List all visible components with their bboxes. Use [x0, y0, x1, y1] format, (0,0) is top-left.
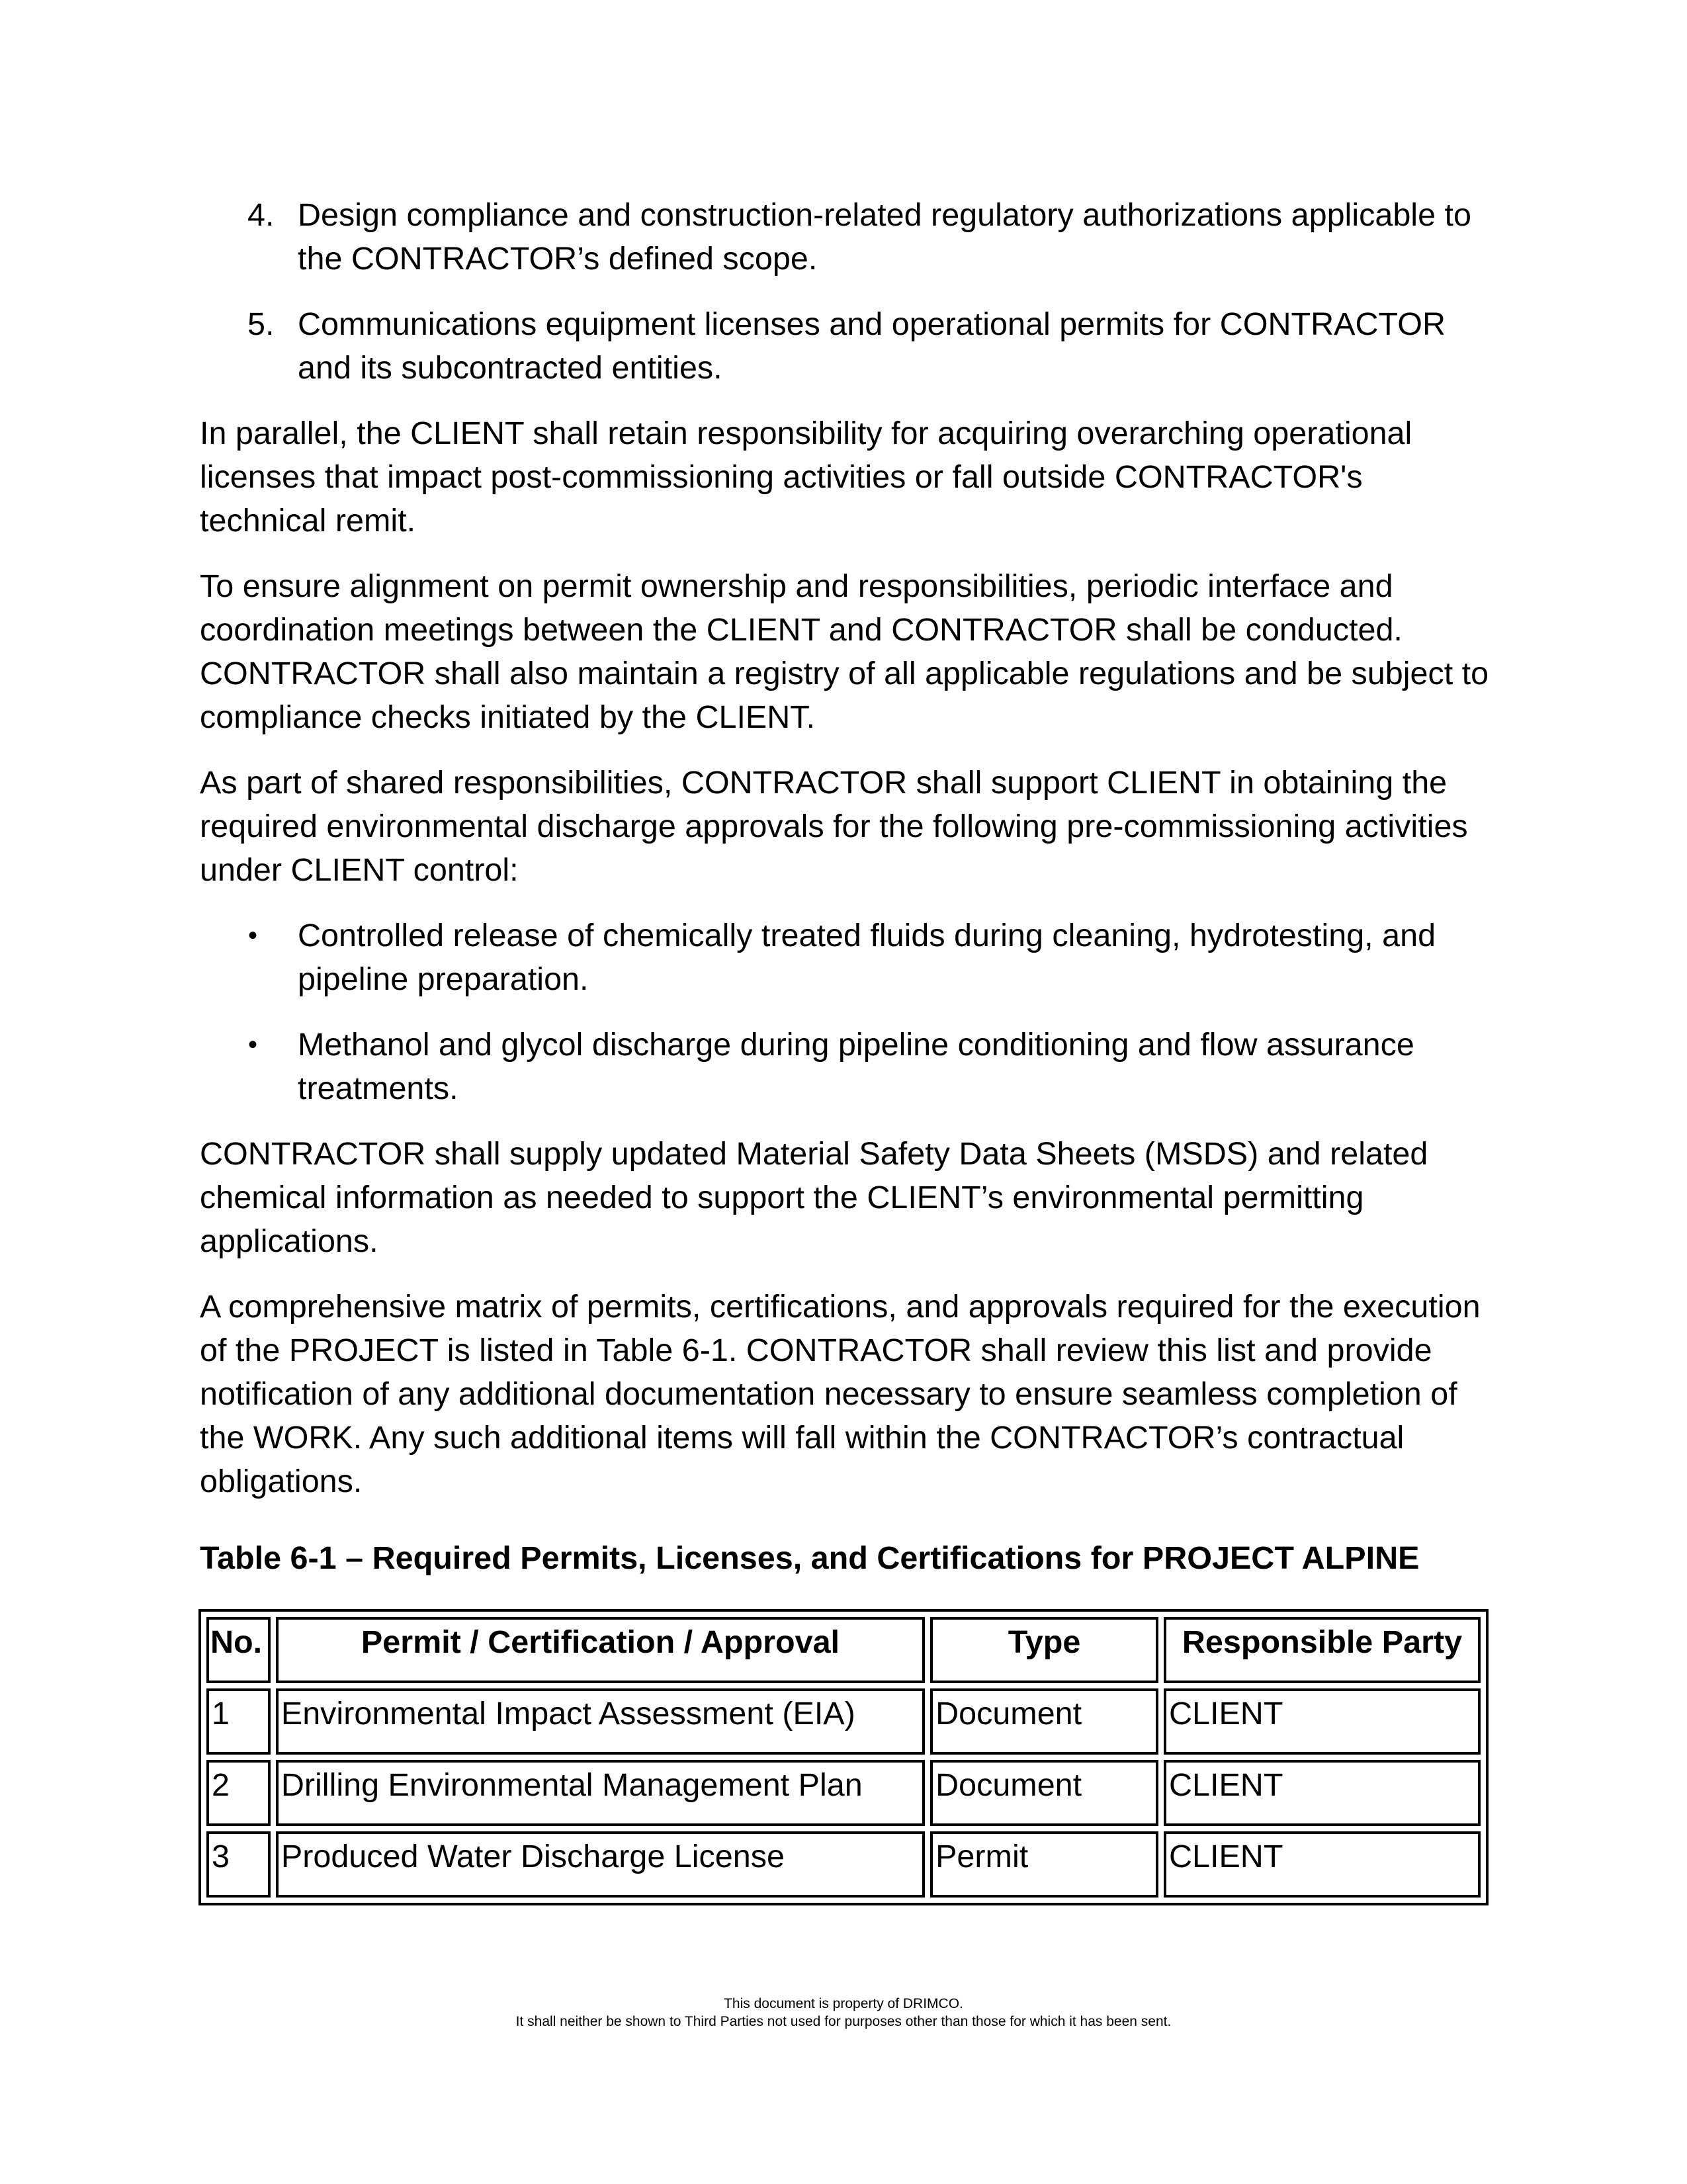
document-body	[200, 193, 1496, 1525]
header-no: No.	[206, 1617, 271, 1683]
list-item-text: Communications equipment licenses and operational permits for CONTRACTOR and its subcontracted entities.	[298, 306, 1446, 386]
cell-party: CLIENT	[1164, 1688, 1481, 1755]
paragraph-shared-responsibilities: As part of shared responsibilities, CONTRACTOR shall support CLIENT in obtaining the required environmental discharge approvals for the following pre-commissioning activities under CLIENT control:	[200, 765, 1468, 888]
cell-permit: Drilling Environmental Management Plan	[276, 1760, 925, 1826]
bullet-list-item	[200, 914, 1496, 1001]
footer-ownership-notice: This document is property of DRIMCO.	[724, 1996, 963, 2011]
header-permit: Permit / Certification / Approval	[276, 1617, 925, 1683]
cell-party: CLIENT	[1164, 1831, 1481, 1898]
bullet-icon: •	[248, 1030, 258, 1059]
page-footer	[0, 1995, 1687, 2031]
cell-no: 2	[206, 1760, 271, 1826]
list-item-text: Methanol and glycol discharge during pipeline conditioning and flow assurance treatments.	[298, 1027, 1414, 1106]
cell-type: Permit	[930, 1831, 1158, 1898]
list-number: 4.	[247, 197, 275, 233]
table-header-row	[206, 1617, 1481, 1683]
header-type: Type	[930, 1617, 1158, 1683]
table-caption: Table 6-1 – Required Permits, Licenses, and Certifications for PROJECT ALPINE	[200, 1540, 1420, 1576]
cell-no: 1	[206, 1688, 271, 1755]
numbered-list-item	[200, 193, 1496, 281]
numbered-list-item	[200, 302, 1496, 390]
list-item-text: Controlled release of chemically treated fluids during cleaning, hydrotesting, and pipeline preparation.	[298, 918, 1436, 997]
table-row	[206, 1760, 1481, 1826]
table-row	[206, 1688, 1481, 1755]
paragraph-coordination-meetings: To ensure alignment on permit ownership and responsibilities, periodic interface and coordination meetings between the CLIENT and CONTRACTOR shall be conducted. CONTRACTOR shall also maintain a registry of all applicable regulations and be subject to compliance checks initiated by the CLIENT.	[200, 568, 1489, 735]
cell-permit: Environmental Impact Assessment (EIA)	[276, 1688, 925, 1755]
cell-type: Document	[930, 1760, 1158, 1826]
permits-table	[198, 1609, 1489, 1905]
table-row	[206, 1831, 1481, 1898]
list-item-text: Design compliance and construction-related regulatory authorizations applicable to the CONTRACTOR’s defined scope.	[298, 197, 1471, 277]
cell-type: Document	[930, 1688, 1158, 1755]
header-responsible-party: Responsible Party	[1164, 1617, 1481, 1683]
cell-no: 3	[206, 1831, 271, 1898]
paragraph-permit-matrix: A comprehensive matrix of permits, certifications, and approvals required for the execution of the PROJECT is listed in Table 6-1. CONTRACTOR shall review this list and provide notification of any additional documentation necessary to ensure seamless completion of the WORK. Any such additional items will fall within the CONTRACTOR’s contractual obligations.	[200, 1289, 1481, 1499]
cell-permit: Produced Water Discharge License	[276, 1831, 925, 1898]
bullet-list-item	[200, 1023, 1496, 1110]
cell-party: CLIENT	[1164, 1760, 1481, 1826]
bullet-icon: •	[248, 921, 258, 950]
list-number: 5.	[247, 306, 275, 342]
paragraph-msds: CONTRACTOR shall supply updated Material Safety Data Sheets (MSDS) and related chemical information as needed to support the CLIENT’s environmental permitting applications.	[200, 1136, 1428, 1259]
paragraph-client-responsibility: In parallel, the CLIENT shall retain responsibility for acquiring overarching operational licenses that impact post-commissioning activities or fall outside CONTRACTOR's technical remit.	[200, 415, 1412, 539]
footer-confidentiality-notice: It shall neither be shown to Third Parties not used for purposes other than those for which it has been sent.	[515, 2014, 1172, 2029]
